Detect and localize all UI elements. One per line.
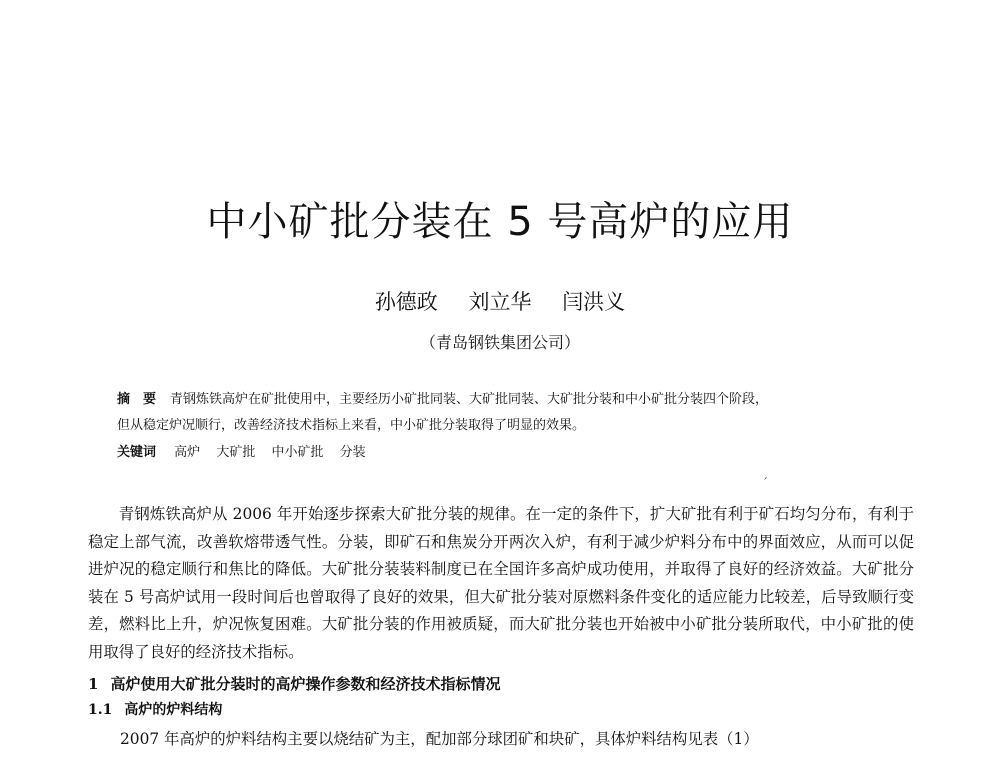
author-name: 刘立华	[468, 290, 532, 314]
abstract-label: 摘 要	[117, 392, 157, 407]
intro-paragraph: 青钢炼铁高炉从 2006 年开始逐步探索大矿批分装的规律。在一定的条件下，扩大矿批有利于矿石均匀分布，有利于稳定上部气流，改善软熔带透气性。分装，即矿石和焦炭分开两次入炉，有利于减少炉料分布中的界面效应，从而可以促进炉况的稳定顺行和焦比的降低。大矿批分装装料制度已在全国许多高炉成功使用，并取得了良好的经济效益。大矿批分装在 5 号高炉试用一段时间后也曾取得了良好的效果，但大矿批分装对原燃料条件变化的适应能力比较差，后导致顺行变差，燃料比上升，炉况恢复困难。大矿批分装的作用被质疑，而大矿批分装也开始被中小矿批分装所取代，中小矿批的使用取得了良好的经济技术指标。	[88, 505, 914, 661]
abstract-text-line1: 青钢炼铁高炉在矿批使用中，主要经历小矿批同装、大矿批同装、大矿批分装和中小矿批分装四个阶段，	[170, 392, 769, 407]
keywords-label: 关键词	[117, 445, 157, 460]
abstract-text-line2: 但从稳定炉况顺行，改善经济技术指标上来看，中小矿批分装取得了明显的效果。	[117, 418, 586, 433]
affiliation: （青岛钢铁集团公司）	[419, 333, 580, 352]
subsection-number: 1.1	[88, 702, 113, 718]
abstract	[117, 387, 907, 413]
author-name: 孙德政	[374, 290, 438, 314]
keyword: 中小矿批	[271, 445, 324, 460]
section-title: 高炉使用大矿批分装时的高炉操作参数和经济技术指标情况	[110, 675, 501, 693]
subsection-title: 高炉的炉料结构	[124, 702, 223, 718]
body-text: 2007 年高炉的炉料结构主要以烧结矿为主，配加部分球团矿和块矿，具体炉料结构见表（1）	[120, 730, 759, 748]
paper-title: 中小矿批分装在 5 号高炉的应用	[206, 199, 794, 245]
keywords	[117, 440, 907, 466]
stray-mark: ˊ	[762, 476, 768, 490]
abstract-continued	[117, 413, 907, 439]
section-heading	[88, 673, 500, 694]
keyword: 分装	[339, 445, 366, 460]
author-name: 闫洪义	[562, 290, 626, 314]
subsection-heading	[88, 699, 222, 719]
section-number: 1	[88, 675, 99, 693]
keyword: 高炉	[174, 445, 201, 460]
author-list	[0, 286, 1000, 316]
keyword: 大矿批	[216, 445, 256, 460]
